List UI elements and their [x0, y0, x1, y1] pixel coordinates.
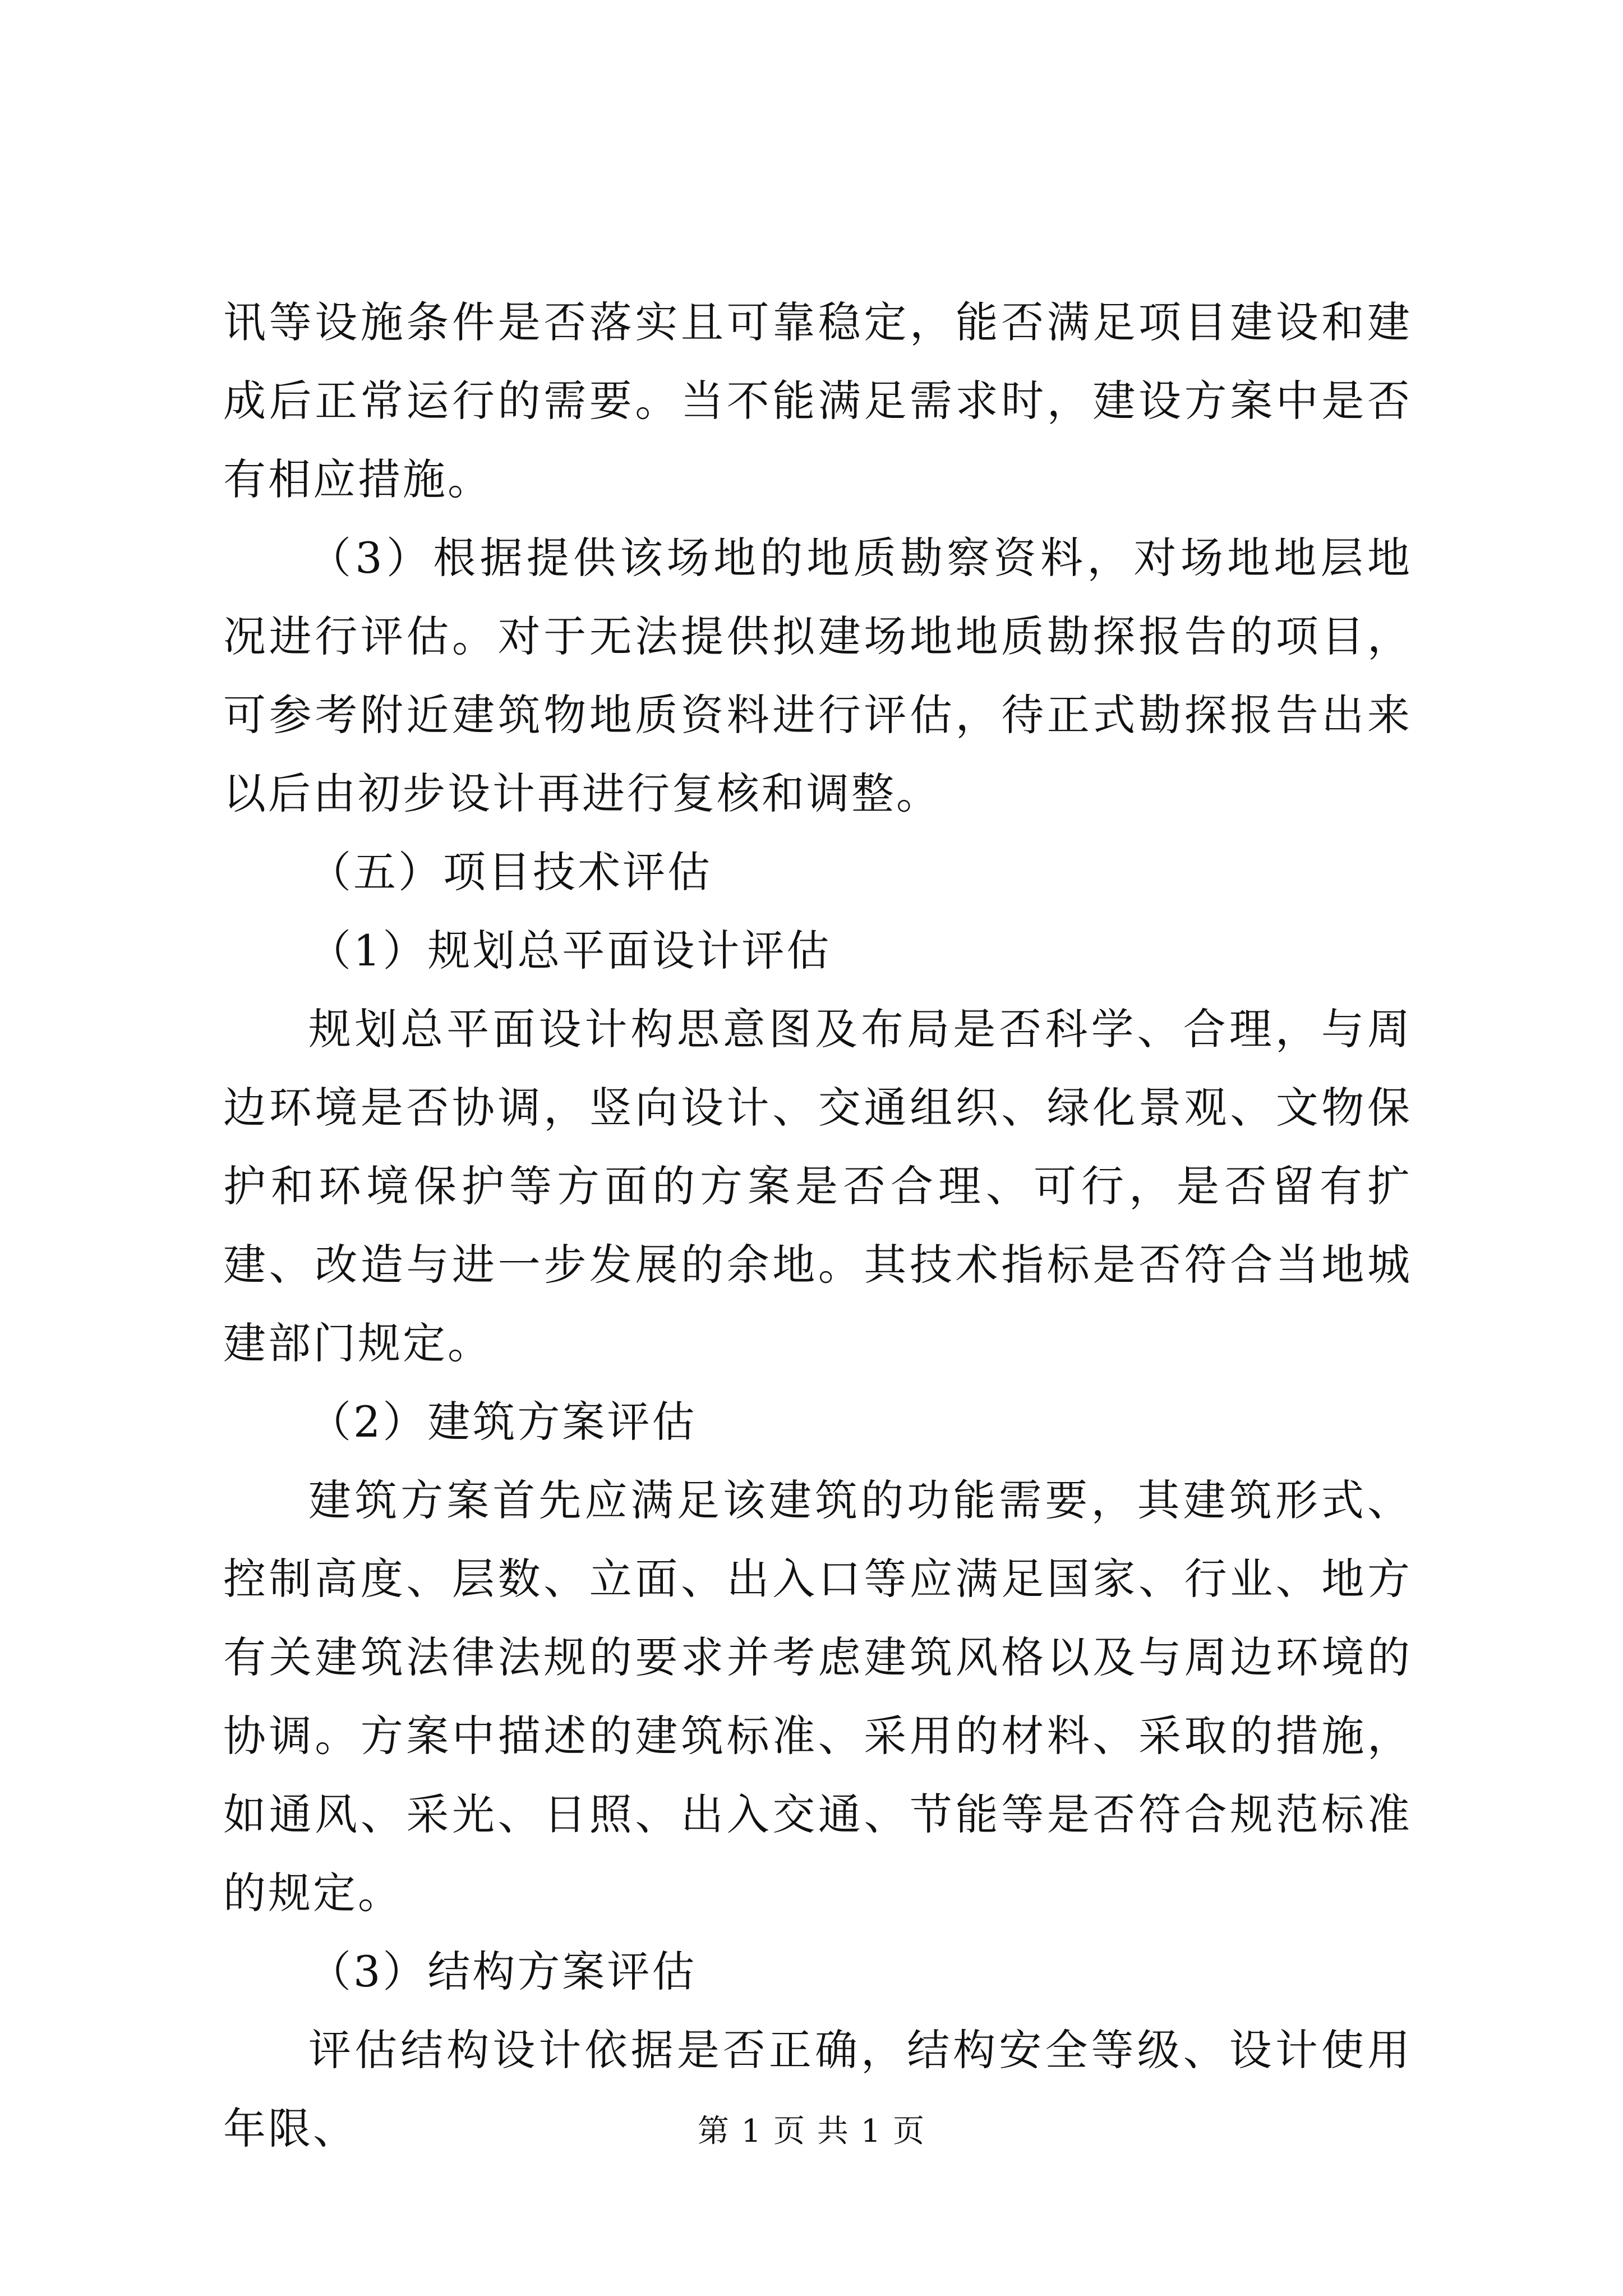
subheading-architecture: （2）建筑方案评估 [308, 1397, 697, 1447]
paragraph-site-plan: 规划总平面设计构思意图及布局是否科学、合理，与周边环境是否协调，竖向设计、交通组织、绿化景观、文物保护和环境保护等方面的方案是否合理、可行，是否留有扩建、改造与进一步发展的余地。其技术指标是否符合当地城建部门规定。 [223, 1004, 1412, 1368]
section-heading-technical-assessment: （五）项目技术评估 [308, 847, 712, 897]
paragraph-continuation: 讯等设施条件是否落实且可靠稳定，能否满足项目建设和建成后正常运行的需要。当不能满足需求时，建设方案中是否有相应措施。 [223, 297, 1412, 504]
paragraph-geology-assessment: （3）根据提供该场地的地质勘察资料，对场地地层地况进行评估。对于无法提供拟建场地地质勘探报告的项目，可参考附近建筑物地质资料进行评估，待正式勘探报告出来以后由初步设计再进行复核和调整。 [223, 533, 1412, 818]
subheading-structure: （3）结构方案评估 [308, 1947, 697, 1996]
document-body [223, 283, 1412, 2168]
paragraph-structure: 评估结构设计依据是否正确，结构安全等级、设计使用年限、 [223, 2025, 1412, 2154]
page-footer: 第 1 页 共 1 页 [697, 2113, 926, 2150]
paragraph-architecture: 建筑方案首先应满足该建筑的功能需要，其建筑形式、控制高度、层数、立面、出入口等应满足国家、行业、地方有关建筑法律法规的要求并考虑建筑风格以及与周边环境的协调。方案中描述的建筑标准、采用的材料、采取的措施，如通风、采光、日照、出入交通、节能等是否符合规范标准的规定。 [223, 1475, 1412, 1918]
subheading-site-plan: （1）规划总平面设计评估 [308, 926, 832, 976]
